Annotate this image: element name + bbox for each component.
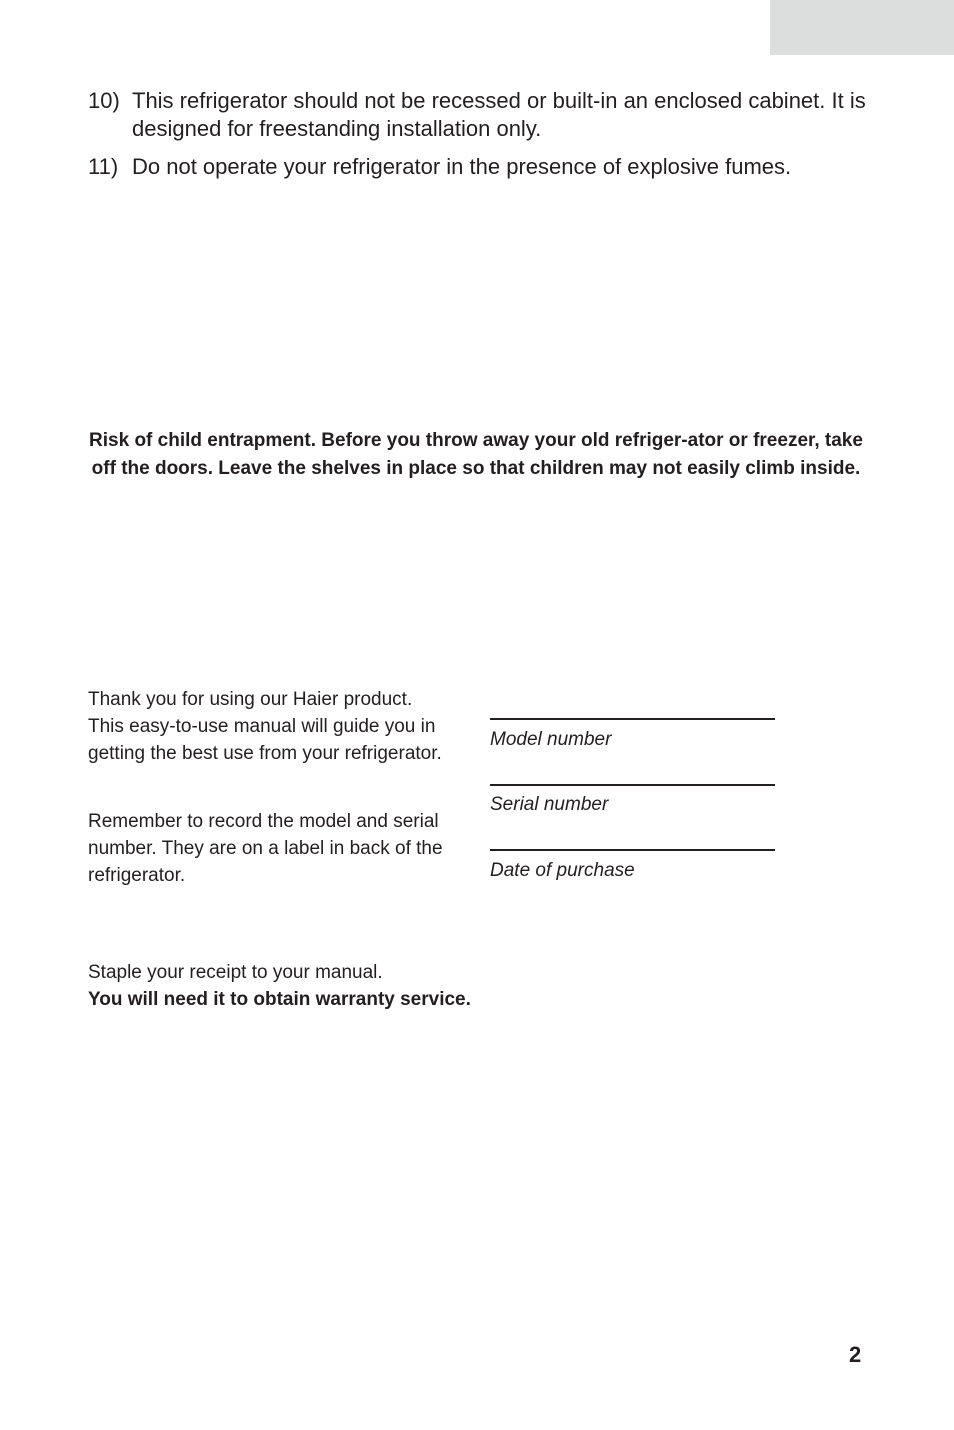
child-entrapment-warning: Risk of child entrapment. Before you throw away your old refriger-ator or freezer, take off the doors. Leave the shelves in place so that children may not easily climb inside. <box>89 430 863 479</box>
intro-paragraph: Thank you for using our Haier product. This easy-to-use manual will guide you in getting the best use from your refrigerator. <box>88 689 442 764</box>
page-number: 2 <box>849 1342 862 1367</box>
record-instructions: Remember to record the model and serial number. They are on a label in back of the refrigerator. <box>88 811 443 886</box>
date-of-purchase-label: Date of purchase <box>490 860 635 881</box>
warranty-note: You will need it to obtain warranty service. <box>88 989 471 1010</box>
model-number-line <box>490 718 775 720</box>
date-of-purchase-line <box>490 849 775 851</box>
staple-receipt-note: Staple your receipt to your manual. <box>88 962 383 983</box>
serial-number-line <box>490 784 775 786</box>
serial-number-label: Serial number <box>490 794 609 815</box>
list-item-number: 10) <box>88 88 120 113</box>
list-item-number: 11) <box>88 154 119 179</box>
model-number-label: Model number <box>490 729 612 750</box>
page-tab-marker <box>770 0 954 55</box>
list-item-text: Do not operate your refrigerator in the presence of explosive fumes. <box>132 154 792 179</box>
list-item-text: This refrigerator should not be recessed or built-in an enclosed cabinet. It is designed for freestanding installation only. <box>132 88 866 141</box>
